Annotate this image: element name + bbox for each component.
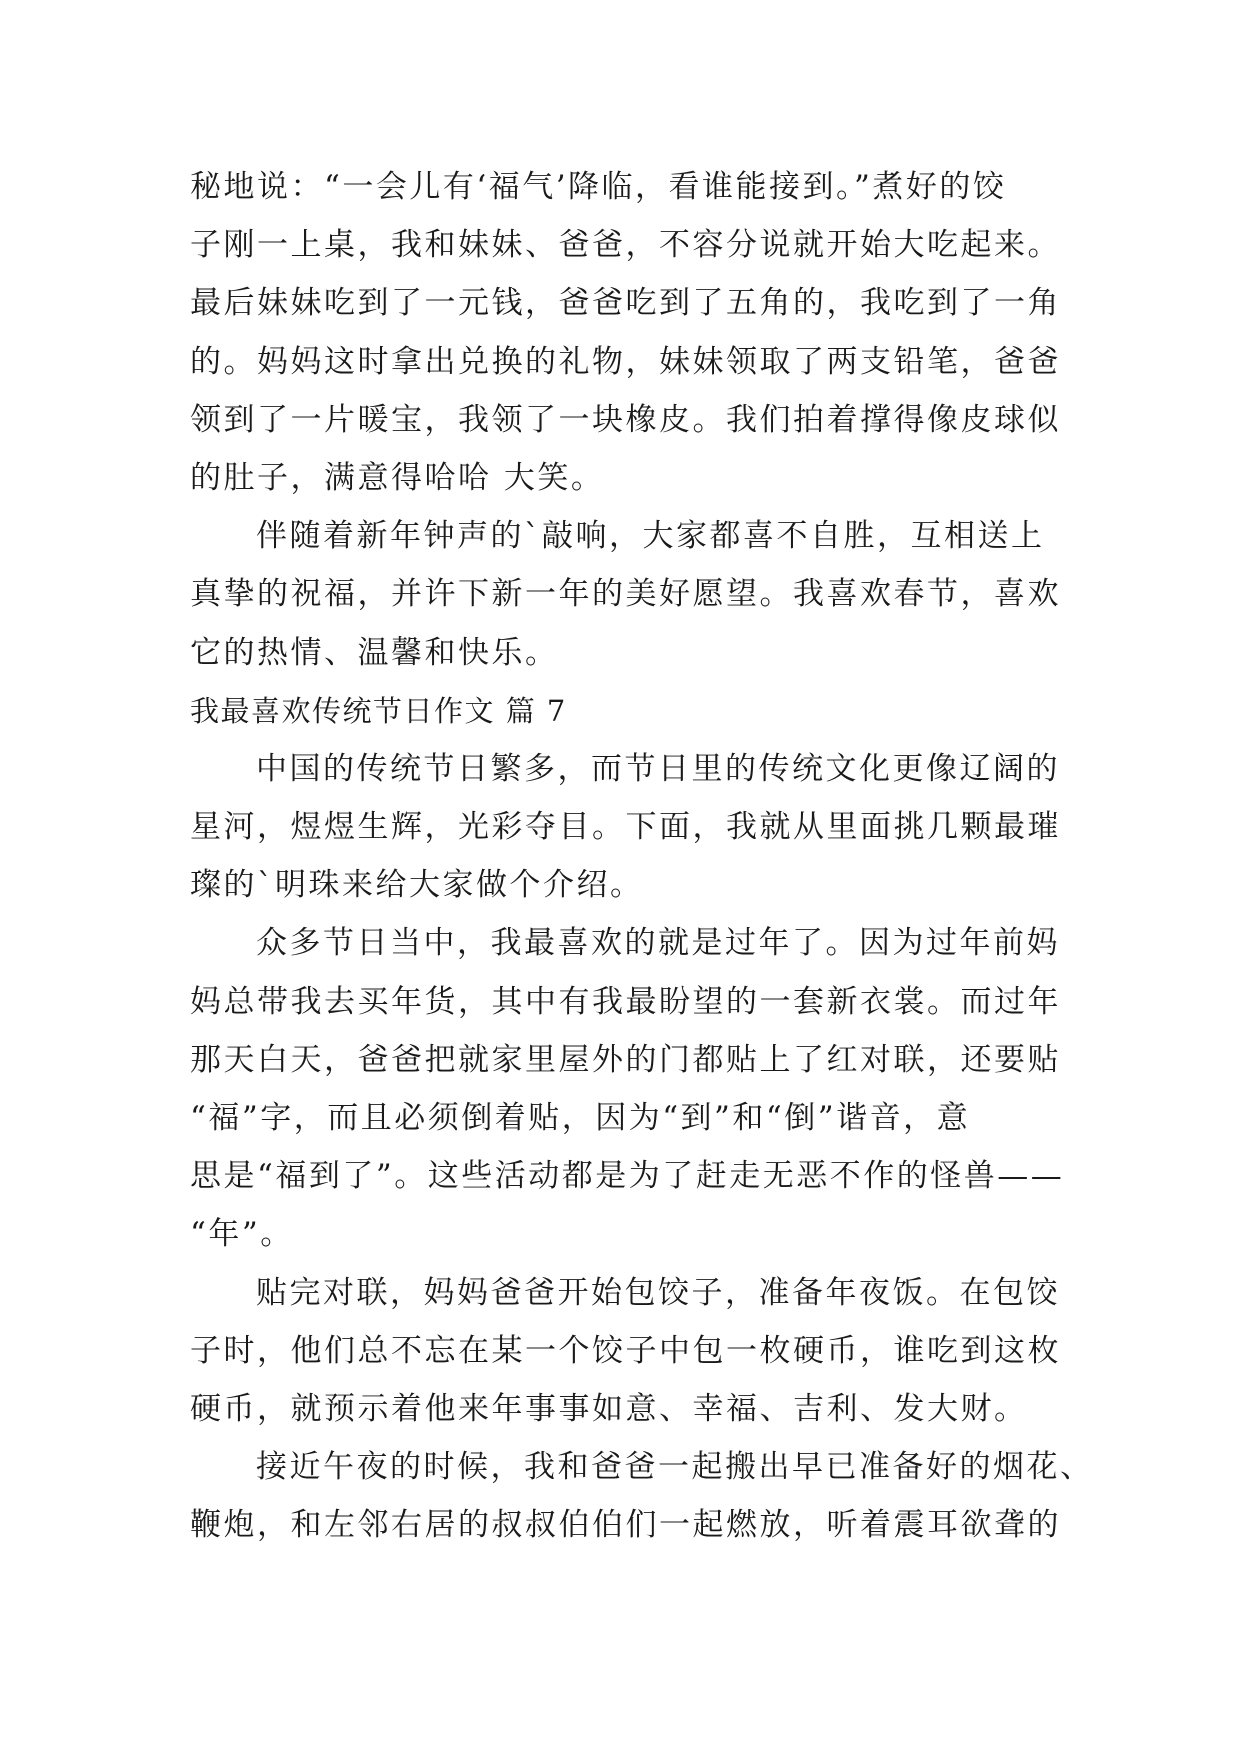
text-line: “年”。 — [190, 1216, 294, 1253]
text-line: 众多节日当中，我最喜欢的就是过年了。因为过年前妈 — [256, 925, 1060, 962]
text-line: 秘地说：“一会儿有‘福气’降临，看谁能接到。”煮好的饺 — [190, 169, 1007, 205]
text-line: 子时，他们总不忘在某一个饺子中包一枚硬币，谁吃到这枚 — [190, 1332, 1061, 1369]
text-line: 伴随着新年钟声的`敲响，大家都喜不自胜，互相送上 — [256, 518, 1045, 555]
text-line: 领到了一片暖宝，我领了一块橡皮。我们拍着撑得像皮球似 — [190, 401, 1061, 438]
text-line: 最后妹妹吃到了一元钱，爸爸吃到了五角的，我吃到了一角 — [190, 285, 1061, 322]
text-line: 的肚子，满意得哈哈 大笑。 — [190, 459, 605, 496]
text-line: 子刚一上桌，我和妹妹、爸爸，不容分说就开始大吃起来。 — [190, 227, 1061, 264]
section-heading: 我最喜欢传统节日作文 篇 7 — [190, 693, 567, 728]
text-line: 那天白天，爸爸把就家里屋外的门都贴上了红对联，还要贴 — [190, 1041, 1061, 1078]
text-line: 它的热情、温馨和快乐。 — [190, 634, 559, 671]
text-line: 硬币，就预示着他来年事事如意、幸福、吉利、发大财。 — [190, 1390, 1028, 1427]
text-line: 妈总带我去买年货，其中有我最盼望的一套新衣裳。而过年 — [190, 983, 1061, 1020]
text-line: 真挚的祝福，并许下新一年的美好愿望。我喜欢春节，喜欢 — [190, 576, 1061, 613]
text-line: 中国的传统节日繁多，而节日里的传统文化更像辽阔的 — [256, 750, 1060, 787]
text-line: 接近午夜的时候，我和爸爸一起搬出早已准备好的烟花、 — [256, 1449, 1094, 1486]
text-line: 星河，煜煜生辉，光彩夺目。下面，我就从里面挑几颗最璀 — [190, 809, 1061, 846]
text-line: “福”字，而且必须倒着贴，因为“到”和“倒”谐音，意 — [190, 1100, 971, 1136]
text-line: 的。妈妈这时拿出兑换的礼物，妹妹领取了两支铅笔，爸爸 — [190, 343, 1061, 380]
text-line: 鞭炮，和左邻右居的叔叔伯伯们一起燃放，听着震耳欲聋的 — [190, 1507, 1061, 1544]
text-line: 思是“福到了”。这些活动都是为了赶走无恶不作的怪兽—— — [190, 1158, 1065, 1195]
text-line: 贴完对联，妈妈爸爸开始包饺子，准备年夜饭。在包饺 — [256, 1274, 1060, 1311]
body-text — [190, 158, 1094, 1555]
text-line: 璨的`明珠来给大家做个介绍。 — [190, 867, 644, 904]
